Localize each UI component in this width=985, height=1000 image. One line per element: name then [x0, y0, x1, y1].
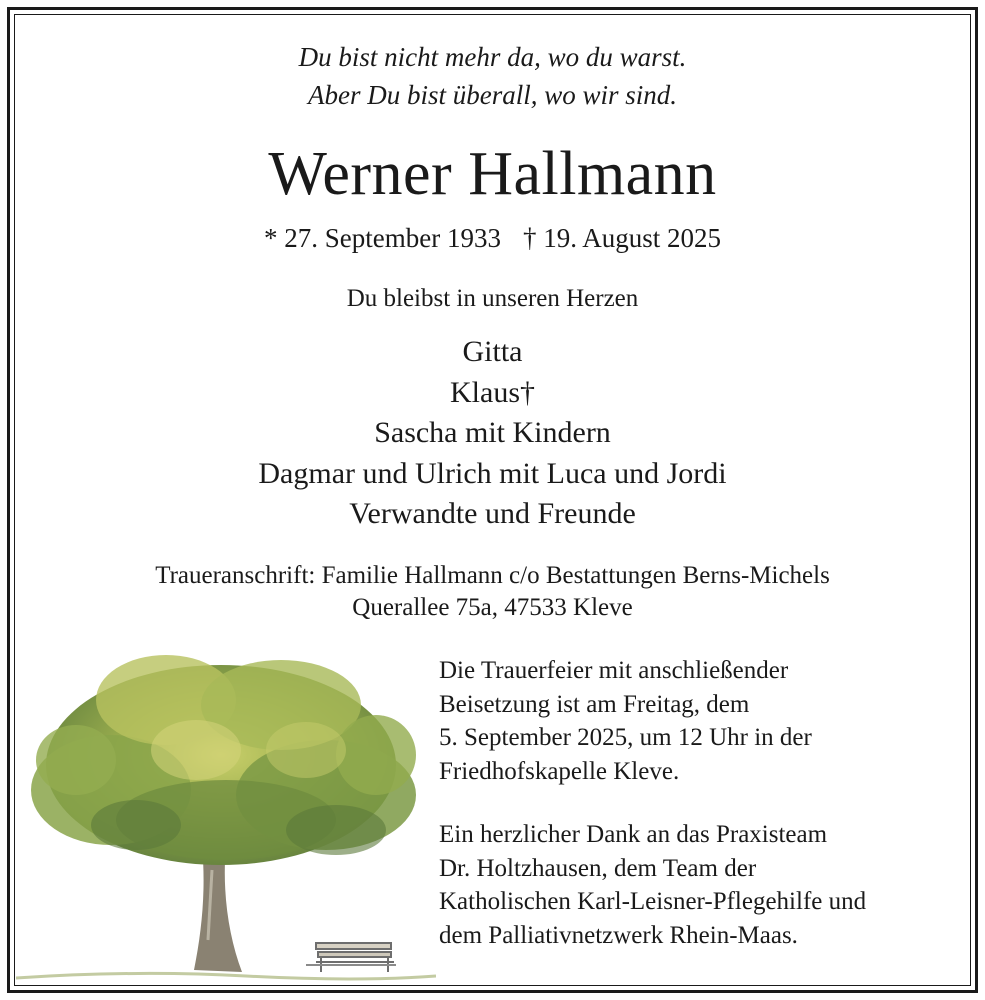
- mourners-list: [0, 332, 985, 535]
- death-date: † 19. August 2025: [522, 223, 721, 253]
- mourner: Verwandte und Freunde: [349, 497, 636, 530]
- ceremony-line: Beisetzung ist am Freitag, dem: [439, 690, 750, 718]
- motto: [0, 38, 985, 114]
- thanks-line: dem Palliativnetzwerk Rhein-Maas.: [439, 921, 798, 949]
- thanks-note: [439, 818, 969, 952]
- thanks-line: Dr. Holtzhausen, dem Team der: [439, 854, 757, 882]
- tree-with-bench-illustration: [16, 640, 436, 985]
- thanks-line: Ein herzlicher Dank an das Praxisteam: [439, 821, 828, 848]
- motto-line-2: Aber Du bist überall, wo wir sind.: [307, 80, 678, 110]
- ceremony-info: [439, 654, 969, 788]
- address-line-1: Traueranschrift: Familie Hallmann c/o Bestattungen Berns-Michels: [155, 562, 830, 589]
- mourner: Dagmar und Ulrich mit Luca und Jordi: [258, 456, 727, 490]
- address-line-2: Querallee 75a, 47533 Kleve: [352, 594, 633, 621]
- ceremony-line: Die Trauerfeier mit anschließender: [439, 657, 789, 684]
- mourning-address: [0, 560, 985, 624]
- motto-line-1: Du bist nicht mehr da, wo du warst.: [298, 42, 687, 72]
- ceremony-line: 5. September 2025, um 12 Uhr in der: [439, 724, 812, 751]
- birth-date: * 27. September 1933: [264, 223, 501, 253]
- mourner: Gitta: [462, 335, 523, 368]
- mourner: Klaus†: [450, 375, 535, 409]
- mourner: Sascha mit Kindern: [374, 416, 611, 449]
- remembrance-line: Du bleibst in unseren Herzen: [346, 285, 639, 312]
- ceremony-line: Friedhofskapelle Kleve.: [439, 757, 680, 785]
- thanks-line: Katholischen Karl-Leisner-Pflegehilfe und: [439, 888, 867, 915]
- deceased-name: Werner Hallmann: [268, 140, 717, 208]
- life-dates: [0, 220, 985, 256]
